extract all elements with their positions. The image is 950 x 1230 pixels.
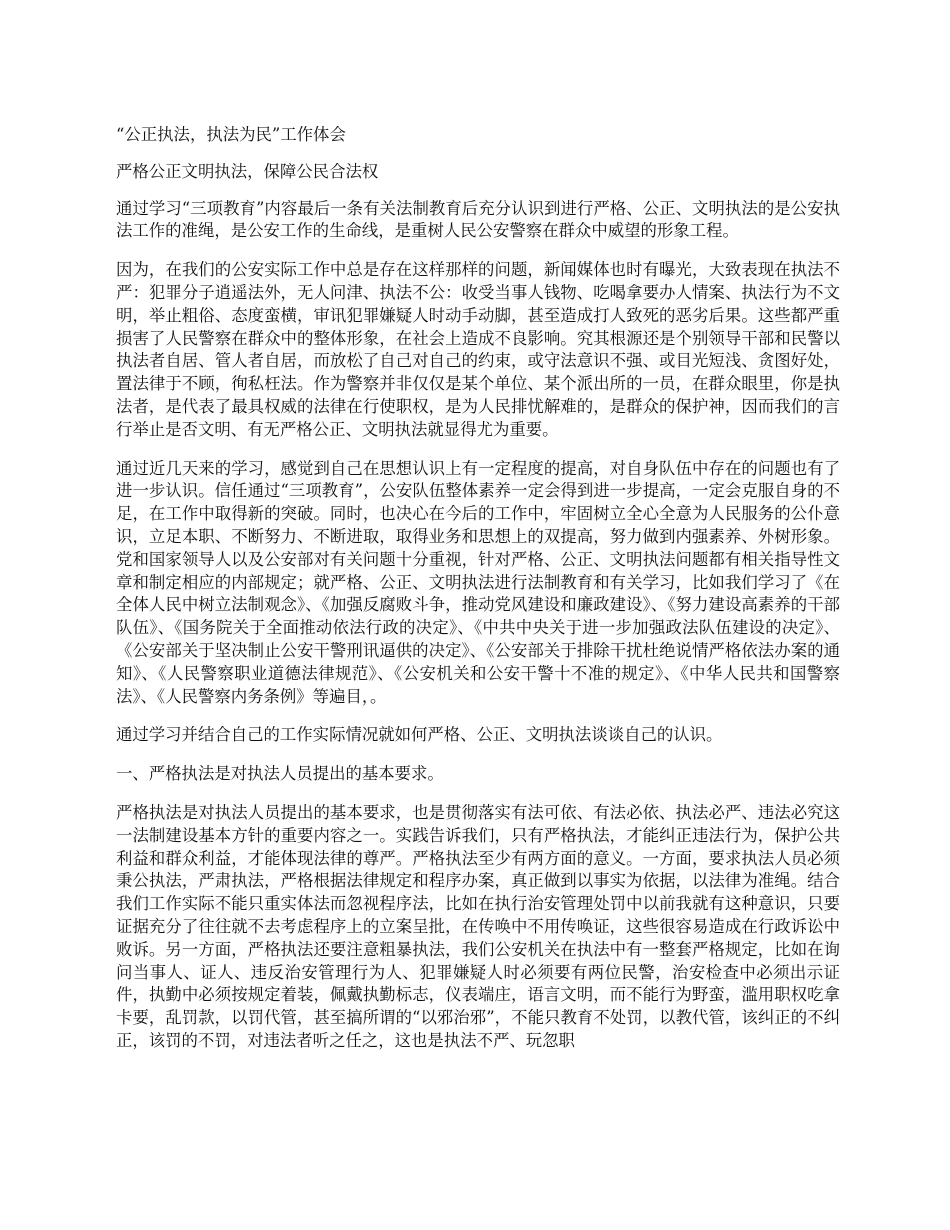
- document-subtitle: 严格公正文明执法，保障公民合法权: [116, 161, 379, 181]
- paragraph-intro: 通过学习“三项教育”内容最后一条有关法制教育后充分认识到进行严格、公正、文明执法的是公安执法工作的准绳，是公安工作的生命线，是重树人民公安警察在群众中威望的形象工程。: [116, 198, 840, 241]
- document-page: [116, 124, 840, 1069]
- paragraph-reflection: 通过学习并结合自己的工作实际情况就如何严格、公正、文明执法谈谈自己的认识。: [116, 725, 723, 745]
- document-title: “公正执法，执法为民”工作体会: [116, 125, 346, 144]
- section-heading-1: 一、严格执法是对执法人员提出的基本要求。: [116, 764, 444, 784]
- paragraph-strict-enforcement: 严格执法是对执法人员提出的基本要求，也是贯彻落实有法可依、有法必依、执法必严、违法必究这一法制建设基本方针的重要内容之一。实践告诉我们，只有严格执法，才能纠正违法行为，保护公共利益和群众利益，才能体现法律的尊严。严格执法至少有两方面的意义。一方面，要求执法人员必须秉公执法，严肃执法，严格根据法律规定和程序办案，真正做到以事实为依据，以法律为准绳。结合我们工作实际不能只重实体法而忽视程序法，比如在执行治安管理处罚中以前我就有这种意识，只要证据充分了往往就不去考虑程序上的立案呈批，在传唤中不用传唤证，这些很容易造成在行政诉讼中败诉。另一方面，严格执法还要注意粗暴执法，我们公安机关在执法中有一整套严格规定，比如在询问当事人、证人、违反治安管理行为人、犯罪嫌疑人时必须要有两位民警，治安检查中必须出示证件，执勤中必须按规定着装，佩戴执勤标志，仪表端庄，语言文明，而不能行为野蛮，滥用职权吃拿卡要，乱罚款，以罚代管，甚至搞所谓的“以邪治邪”，不能只教育不处罚，以教代管，该纠正的不纠正，该罚的不罚，对违法者听之任之，这也是执法不严、玩忽职: [116, 802, 840, 1050]
- paragraph-study: 通过近几天来的学习，感觉到自己在思想认识上有一定程度的提高，对自身队伍中存在的问题也有了进一步认识。信任通过“三项教育”，公安队伍整体素养一定会得到进一步提高，一定会克服自身的不足，在工作中取得新的突破。同时，也决心在今后的工作中，牢固树立全心全意为人民服务的公仆意识，立足本职、不断努力、不断进取，取得业务和思想上的双提高，努力做到内强素养、外树形象。党和国家领导人以及公安部对有关问题十分重视，针对严格、公正、文明执法问题都有相关指导性文章和制定相应的内部规定；就严格、公正、文明执法进行法制教育和有关学习，比如我们学习了《在全体人民中树立法制观念》、《加强反腐败斗争，推动党风建设和廉政建设》、《努力建设高素养的干部队伍》、《国务院关于全面推动依法行政的决定》、《中共中央关于进一步加强政法队伍建设的决定》、《公安部关于坚决制止公安干警刑讯逼供的决定》、《公安部关于排除干扰杜绝说情严格依法办案的通知》、《人民警察职业道德法律规范》、《公安机关和公安干警十不准的规定》、《中华人民共和国警察法》、《人民警察内务条例》等遍目，。: [116, 458, 840, 706]
- paragraph-problems: 因为，在我们的公安实际工作中总是存在这样那样的问题，新闻媒体也时有曝光，大致表现在执法不严：犯罪分子逍遥法外，无人问津、执法不公：收受当事人钱物、吃喝拿要办人情案、执法行为不文明，举止粗俗、态度蛮横，审讯犯罪嫌疑人时动手动脚，甚至造成打人致死的恶劣后果。这些都严重损害了人民警察在群众中的整体形象，在社会上造成不良影响。究其根源还是个别领导干部和民警以执法者自居、管人者自居，而放松了自己对自己的约束，或守法意识不强、或目光短浅、贪图好处，置法律于不顾，徇私枉法。作为警察并非仅仅是某个单位、某个派出所的一员，在群众眼里，你是执法者，是代表了最具权威的法律在行使职权，是为人民排忧解难的，是群众的保护神，因而我们的言行举止是否文明、有无严格公正、文明执法就显得尤为重要。: [116, 260, 840, 439]
